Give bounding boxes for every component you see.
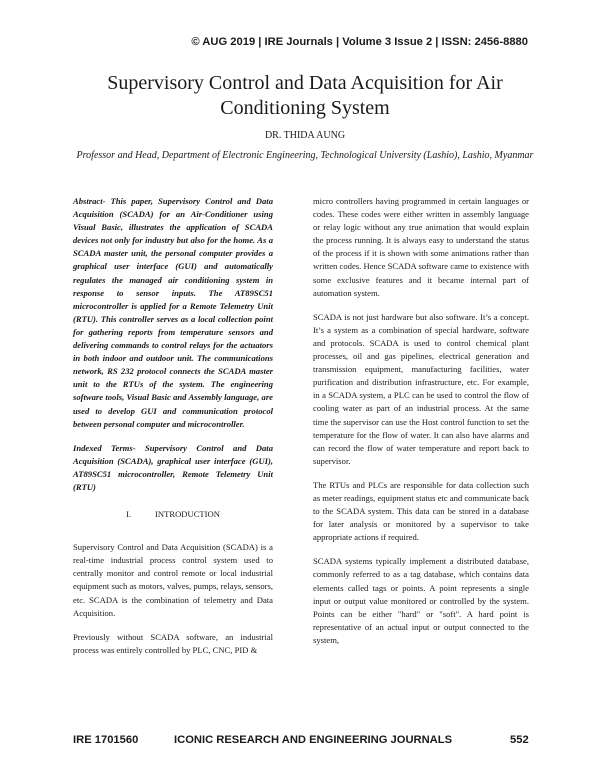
title-line-1: Supervisory Control and Data Acquisition for Air bbox=[107, 72, 503, 94]
section-number: I. bbox=[126, 509, 132, 520]
body-paragraph-3: The RTUs and PLCs are responsible for data collection such as meter readings, equipment status etc and communicate back to the SCADA system. This data can be stored in a database for later analysis or monitored by a supervisor to take appropriate actions if required. bbox=[313, 479, 529, 543]
section-heading bbox=[73, 508, 273, 521]
author-name: DR. THIDA AUNG bbox=[264, 130, 346, 141]
intro-paragraph-1: Supervisory Control and Data Acquisition (SCADA) is a real-time industrial process control system used to centrally monitor and control remote or local industrial equipment such as motors, valves, pumps, relays, sensors, etc. SCADA is the combination of telemetry and Data Acquisition. bbox=[73, 542, 273, 618]
left-column bbox=[73, 195, 273, 668]
abstract: Abstract- This paper, Supervisory Control and Data Acquisition (SCADA) for an Air-Conditioner using Visual Basic, illustrates the application of SCADA devices not only for industry but also for the home. As a SCADA master unit, the personal computer provides a graphical user interface (GUI) and automatically regulates the managed air conditioning system in response to sensor inputs. The AT89SC51 microcontroller is applied for a Remote Telemetry Unit (RTU). This controller serves as a local collection point for gathering reports from temperature sensors and delivering commands to control relays for the actuators in both indoor and outdoor unit. The communications network, RS 232 protocol connects the SCADA master unit to the RTUs of the system. The engineering software tools, Visual Basic and Assembly language, are used to develop GUI and communication protocol between personal computer and microcontroller. bbox=[73, 196, 273, 429]
journal-header: © AUG 2019 | IRE Journals | Volume 3 Issue 2 | ISSN: 2456-8880 bbox=[191, 36, 528, 48]
right-column bbox=[313, 195, 529, 658]
body-paragraph-1: micro controllers having programmed in certain languages or codes. These codes were either written in assembly language or relay logic without any true animation that would explain the process running. It is always easy to understand the status of the process if it is shown with some animations rather than written codes. Hence SCADA software came to existence with some exclusive features and it became internal part of automation system. bbox=[313, 196, 529, 298]
footer-page-number: 552 bbox=[510, 734, 529, 746]
paper-title bbox=[70, 71, 540, 121]
index-terms: Indexed Terms- Supervisory Control and Data Acquisition (SCADA), graphical user interface (GUI), AT89SC51 microcontroller, Remote Telemetry Unit (RTU) bbox=[73, 442, 273, 492]
footer-paper-id: IRE 1701560 bbox=[73, 734, 139, 746]
author-affiliation: Professor and Head, Department of Electronic Engineering, Technological University (Lashio), Lashio, Myanmar bbox=[76, 150, 534, 161]
intro-paragraph-2: Previously without SCADA software, an industrial process was entirely controlled by PLC, CNC, PID & bbox=[73, 631, 273, 655]
title-line-2: Conditioning System bbox=[220, 97, 390, 119]
body-paragraph-2: SCADA is not just hardware but also software. It’s a concept. It’s a system as a combination of special hardware, software and protocols. SCADA is used to control chemical plant processes, oil and gas pipelines, electrical generation and transmission equipment, manufacturing facilities, water purification and distribution infrastructure, etc. For example, in a SCADA system, a PLC can be used to control the flow of cooling water as part of an industrial process. At the same time the supervisor can use the Host control function to set the temperature for the flow of water. It can also have alarms and can record the flow of water temperature and report back to supervisor. bbox=[313, 311, 529, 466]
body-paragraph-4: SCADA systems typically implement a distributed database, commonly referred to as a tag database, which contains data elements called tags or points. A point represents a single input or output value monitored or controlled by the system. Points can be either "hard" or "soft". A hard point is representative of an actual input or output connected to the system, bbox=[313, 556, 529, 645]
footer-journal-name: ICONIC RESEARCH AND ENGINEERING JOURNALS bbox=[174, 734, 453, 746]
section-title: INTRODUCTION bbox=[155, 509, 220, 520]
